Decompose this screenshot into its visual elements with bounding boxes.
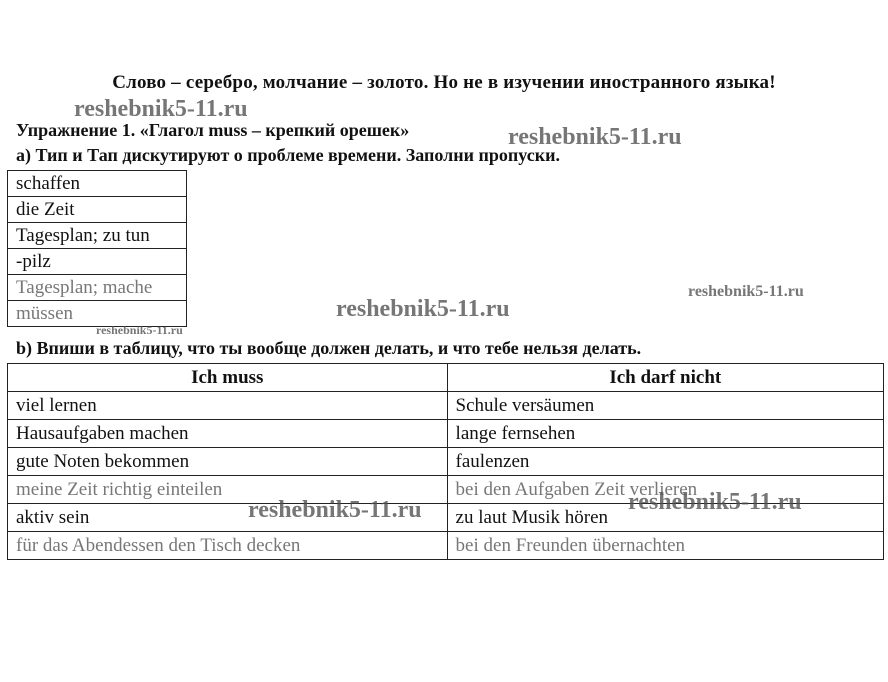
watermark: reshebnik5-11.ru bbox=[96, 323, 183, 337]
must-not-cell: bei den Aufgaben Zeit verlieren bbox=[447, 476, 883, 504]
table-row bbox=[8, 301, 187, 327]
must-not-cell: Schule versäumen bbox=[447, 392, 883, 420]
task-b-instruction: b) Впиши в таблицу, что ты вообще должен делать, и что тебе нельзя делать. bbox=[16, 338, 642, 358]
must-cell: viel lernen bbox=[8, 392, 448, 420]
task-a-instruction: a) Тип и Тап дискутируют о проблеме времени. Заполни пропуски. bbox=[16, 145, 560, 165]
table-row bbox=[8, 171, 187, 197]
table-row bbox=[8, 392, 884, 420]
table-cell: -pilz bbox=[8, 249, 187, 275]
table-row bbox=[8, 249, 187, 275]
must-cell: meine Zeit richtig einteilen bbox=[8, 476, 448, 504]
must-not-cell: faulenzen bbox=[447, 448, 883, 476]
table-cell: die Zeit bbox=[8, 197, 187, 223]
watermark: reshebnik5-11.ru bbox=[688, 283, 804, 300]
watermark: reshebnik5-11.ru bbox=[628, 489, 802, 515]
table-row bbox=[8, 197, 187, 223]
must-not-cell: lange fernsehen bbox=[447, 420, 883, 448]
table-header-row bbox=[8, 364, 884, 392]
table-cell: schaffen bbox=[8, 171, 187, 197]
must-cell: Hausaufgaben machen bbox=[8, 420, 448, 448]
must-table bbox=[7, 363, 884, 560]
table-row bbox=[8, 476, 884, 504]
must-not-cell: bei den Freunden übernachten bbox=[447, 532, 883, 560]
watermark: reshebnik5-11.ru bbox=[248, 497, 422, 523]
watermark: reshebnik5-11.ru bbox=[336, 296, 510, 322]
must-cell: für das Abendessen den Tisch decken bbox=[8, 532, 448, 560]
table-cell: müssen bbox=[8, 301, 187, 327]
watermark: reshebnik5-11.ru bbox=[74, 96, 248, 122]
table-row bbox=[8, 275, 187, 301]
table-row bbox=[8, 532, 884, 560]
table-row bbox=[8, 223, 187, 249]
words-table bbox=[7, 170, 187, 327]
table-cell: Tagesplan; zu tun bbox=[8, 223, 187, 249]
table-cell: Tagesplan; mache bbox=[8, 275, 187, 301]
motto-heading: Слово – серебро, молчание – золото. Но не в изучении иностранного языка! bbox=[112, 72, 776, 93]
column-header-must: Ich muss bbox=[8, 364, 448, 392]
must-not-cell: zu laut Musik hören bbox=[447, 504, 883, 532]
column-header-must-not: Ich darf nicht bbox=[447, 364, 883, 392]
table-row bbox=[8, 448, 884, 476]
must-cell: aktiv sein bbox=[8, 504, 448, 532]
watermark: reshebnik5-11.ru bbox=[508, 124, 682, 150]
table-row bbox=[8, 504, 884, 532]
table-row bbox=[8, 420, 884, 448]
must-cell: gute Noten bekommen bbox=[8, 448, 448, 476]
exercise-title: Упражнение 1. «Глагол muss – крепкий орешек» bbox=[16, 120, 410, 140]
